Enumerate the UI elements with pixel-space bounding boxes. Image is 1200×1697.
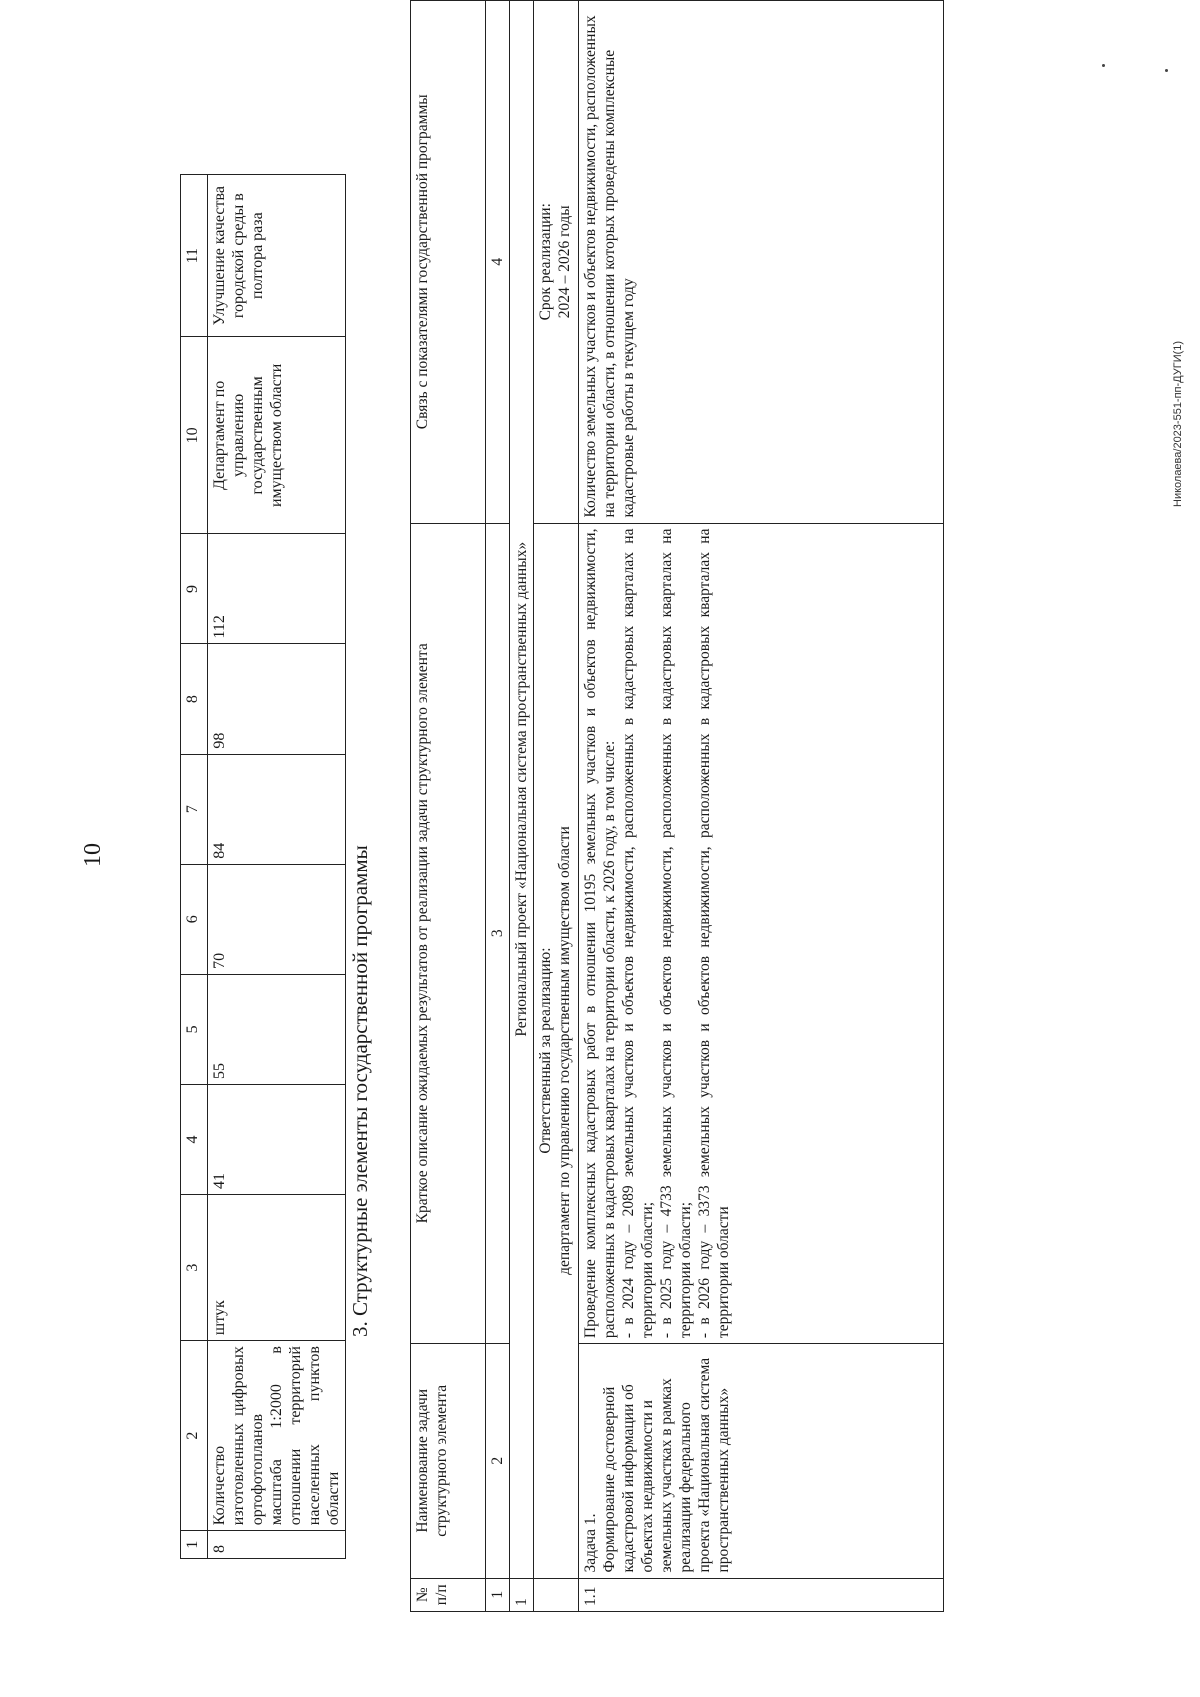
unit: штук (208, 1195, 346, 1341)
col-header: 4 (181, 1084, 208, 1194)
col-header: 2 (181, 1341, 208, 1531)
value-cell: 98 (208, 644, 346, 754)
col-header: 1 (181, 1531, 208, 1559)
empty-cell (534, 1578, 579, 1611)
task-name: Задача 1. Формирование достоверной кадастровой информации об объектах недвижимости и земельных участках в рамках реализации федерального проекта «Национальная система пространственных данных» (579, 1344, 944, 1578)
col-header: 3 (181, 1195, 208, 1341)
task-row (579, 1, 944, 1612)
scan-dot (1102, 64, 1105, 67)
col-header: 5 (181, 974, 208, 1084)
value-cell: 70 (208, 864, 346, 974)
scan-dot (1165, 69, 1168, 72)
index-cell: 4 (486, 1, 510, 524)
index-cell: 1 (486, 1578, 510, 1611)
col-header: 7 (181, 754, 208, 864)
result-cell: Улучшение качества городской среды в полтора раза (208, 175, 346, 337)
document-stamp: Николаева/2023-551-пп-ДУГИ(1) (1172, 340, 1184, 507)
col-header: 11 (181, 175, 208, 337)
struct-index-row (486, 1, 510, 1612)
struct-header-row (411, 1, 486, 1612)
page-number: 10 (80, 843, 106, 867)
responsible-text: Ответственный за реализацию: департамент по управлению государственным имуществом области (534, 523, 579, 1578)
project-row (510, 1, 534, 1612)
project-number: 1 (510, 1578, 534, 1611)
value-cell: 55 (208, 974, 346, 1084)
task-number: 1.1 (579, 1578, 944, 1611)
header-num: № п/п (411, 1578, 486, 1611)
value-cell: 84 (208, 754, 346, 864)
index-cell: 2 (486, 1344, 510, 1578)
indicators-table (180, 174, 346, 1559)
row-number: 8 (208, 1531, 346, 1559)
responsible-row (534, 1, 579, 1612)
indicator-name: Количество изготовленных цифровых ортофотопланов масштаба 1:2000 в отношении территорий населенных пунктов области (208, 1341, 346, 1531)
col-header: 8 (181, 644, 208, 754)
term-text: Срок реализации: 2024 – 2026 годы (534, 1, 579, 524)
col-header: 10 (181, 337, 208, 534)
task-description: Проведение комплексных кадастровых работ в отношении 10195 земельных участков и объектов недвижимости, расположенных в кадастровых кварталах на территории области, к 2026 году, в том числе: - в 2024 году – 2089 земельных участков и объектов недвижимости, расположенных в кадастровых кварталах на территории области; - в 2025 году – 4733 земельных участков и объектов недвижимости, расположенных в кадастровых кварталах на территории области; - в 2026 году – 3373 земельных участков и объектов недвижимости, расположенных в кадастровых кварталах на территории области (579, 523, 944, 1344)
table-row (208, 175, 346, 1559)
responsible-cell: Департамент по управлению государственным имуществом области (208, 337, 346, 534)
col-header: 6 (181, 864, 208, 974)
header-link: Связь с показателями государственной программы (411, 1, 486, 524)
col-header: 9 (181, 534, 208, 644)
index-cell: 3 (486, 523, 510, 1344)
indicators-header-row (181, 175, 208, 1559)
task-link: Количество земельных участков и объектов недвижимости, расположенных на территории области, в отношении которых проведены комплексные кадастровые работы в текущем году (579, 1, 944, 524)
value-cell: 112 (208, 534, 346, 644)
structural-elements-table (410, 0, 944, 1612)
header-description: Краткое описание ожидаемых результатов от реализации задачи структурного элемента (411, 523, 486, 1344)
section-title: 3. Структурные элементы государственной программы (348, 845, 372, 1337)
value-cell: 41 (208, 1084, 346, 1194)
header-name: Наименование задачи структурного элемента (411, 1344, 486, 1578)
project-title: Региональный проект «Национальная система пространственных данных» (510, 1, 534, 1579)
